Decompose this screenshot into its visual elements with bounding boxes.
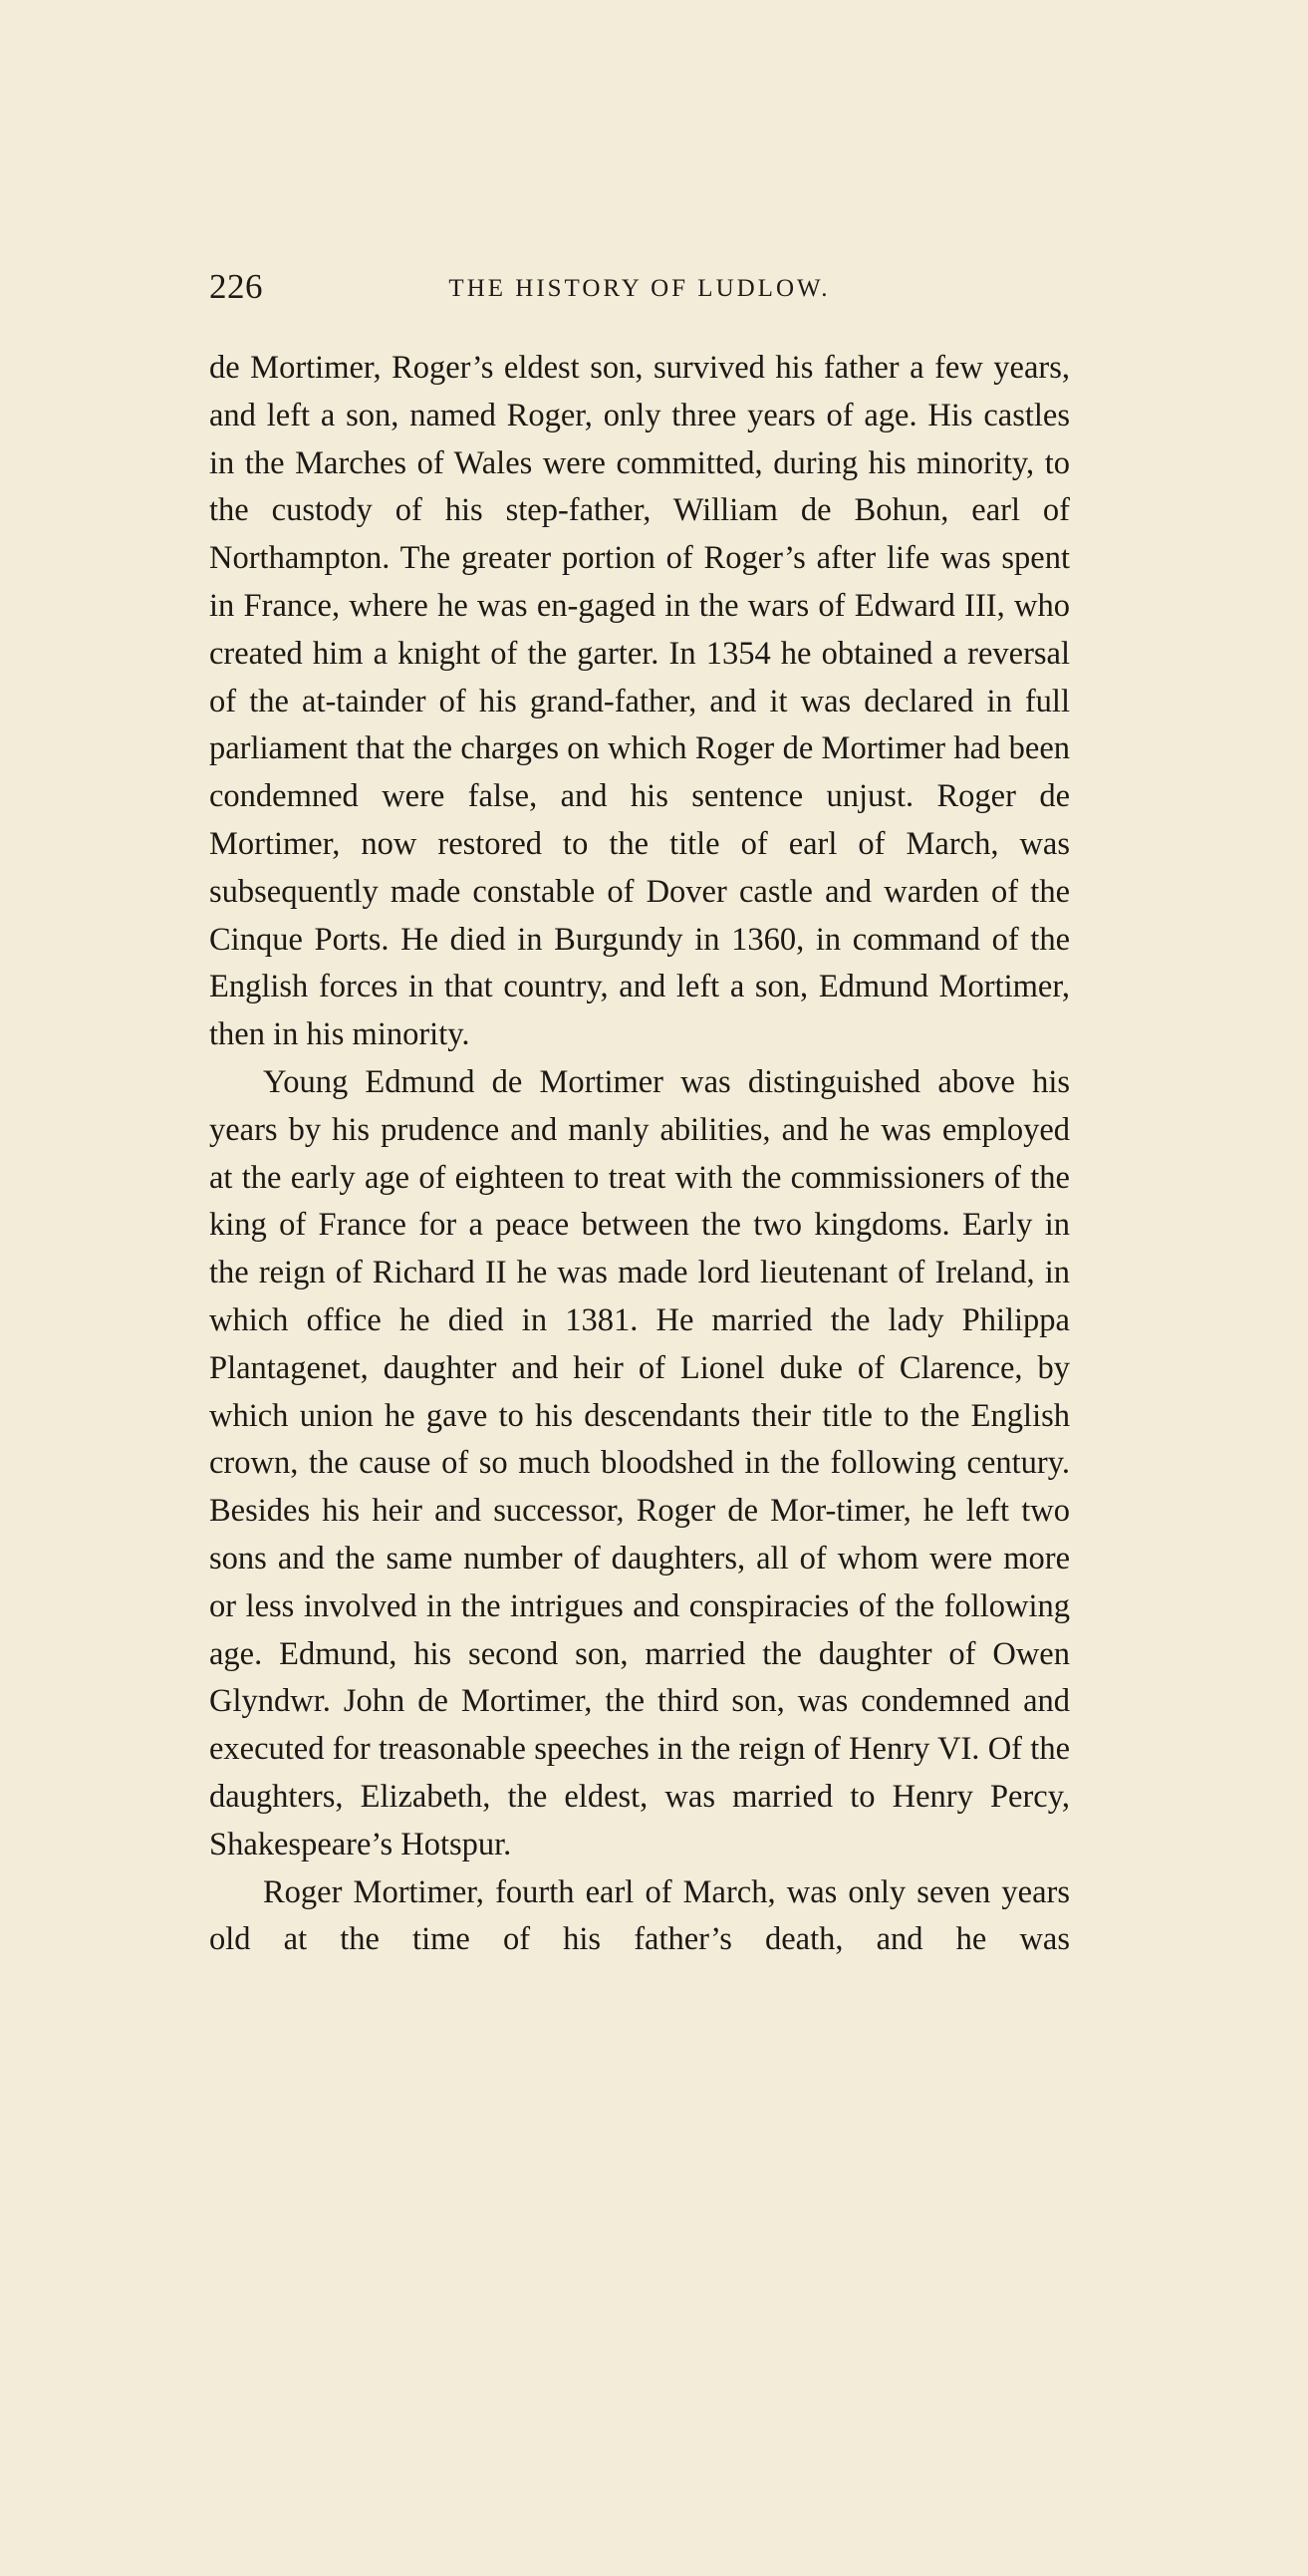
paragraph-3: Roger Mortimer, fourth earl of March, was only seven years old at the time of his father’s death, and he was bbox=[209, 1873, 1070, 1958]
paragraph-2: Young Edmund de Mortimer was distinguished above his years by his prudence and manly abilities, and he was employed at the early age of eighteen to treat with the commissioners of the king of France for a peace between the two kingdoms. Early in the reign of Richard II he was made lord lieutenant of Ireland, in which office he died in 1381. He married the lady Philippa Plantagenet, daughter and heir of Lionel duke of Clarence, by which union he gave to his descendants their title to the English crown, the cause of so much bloodshed in the following century. Besides his heir and successor, Roger de Mor-timer, he left two sons and the same number of daughters, all of whom were more or less involved in the intrigues and conspiracies of the following age. Edmund, his second son, married the daughter of Owen Glyndwr. John de Mortimer, the third son, was condemned and executed for treasonable speeches in the reign of Henry VI. Of the daughters, Elizabeth, the eldest, was married to Henry Percy, Shakespeare’s Hotspur. bbox=[209, 1063, 1070, 1862]
body-text bbox=[209, 345, 1070, 1964]
page-header bbox=[209, 267, 1070, 317]
running-head: THE HISTORY OF LUDLOW. bbox=[448, 275, 831, 302]
page-number: 226 bbox=[209, 267, 263, 306]
paragraph-1: de Mortimer, Roger’s eldest son, survived his father a few years, and left a son, named Roger, only three years of age. His castles in the Marches of Wales were committed, during his minority, to the custody of his step-father, William de Bohun, earl of Northampton. The greater portion of Roger’s after life was spent in France, where he was en-gaged in the wars of Edward III, who created him a knight of the garter. In 1354 he obtained a reversal of the at-tainder of his grand-father, and it was declared in full parliament that the charges on which Roger de Mortimer had been condemned were false, and his sentence unjust. Roger de Mortimer, now restored to the title of earl of March, was subsequently made constable of Dover castle and warden of the Cinque Ports. He died in Burgundy in 1360, in command of the English forces in that country, and left a son, Edmund Mortimer, then in his minority. bbox=[209, 350, 1070, 1053]
